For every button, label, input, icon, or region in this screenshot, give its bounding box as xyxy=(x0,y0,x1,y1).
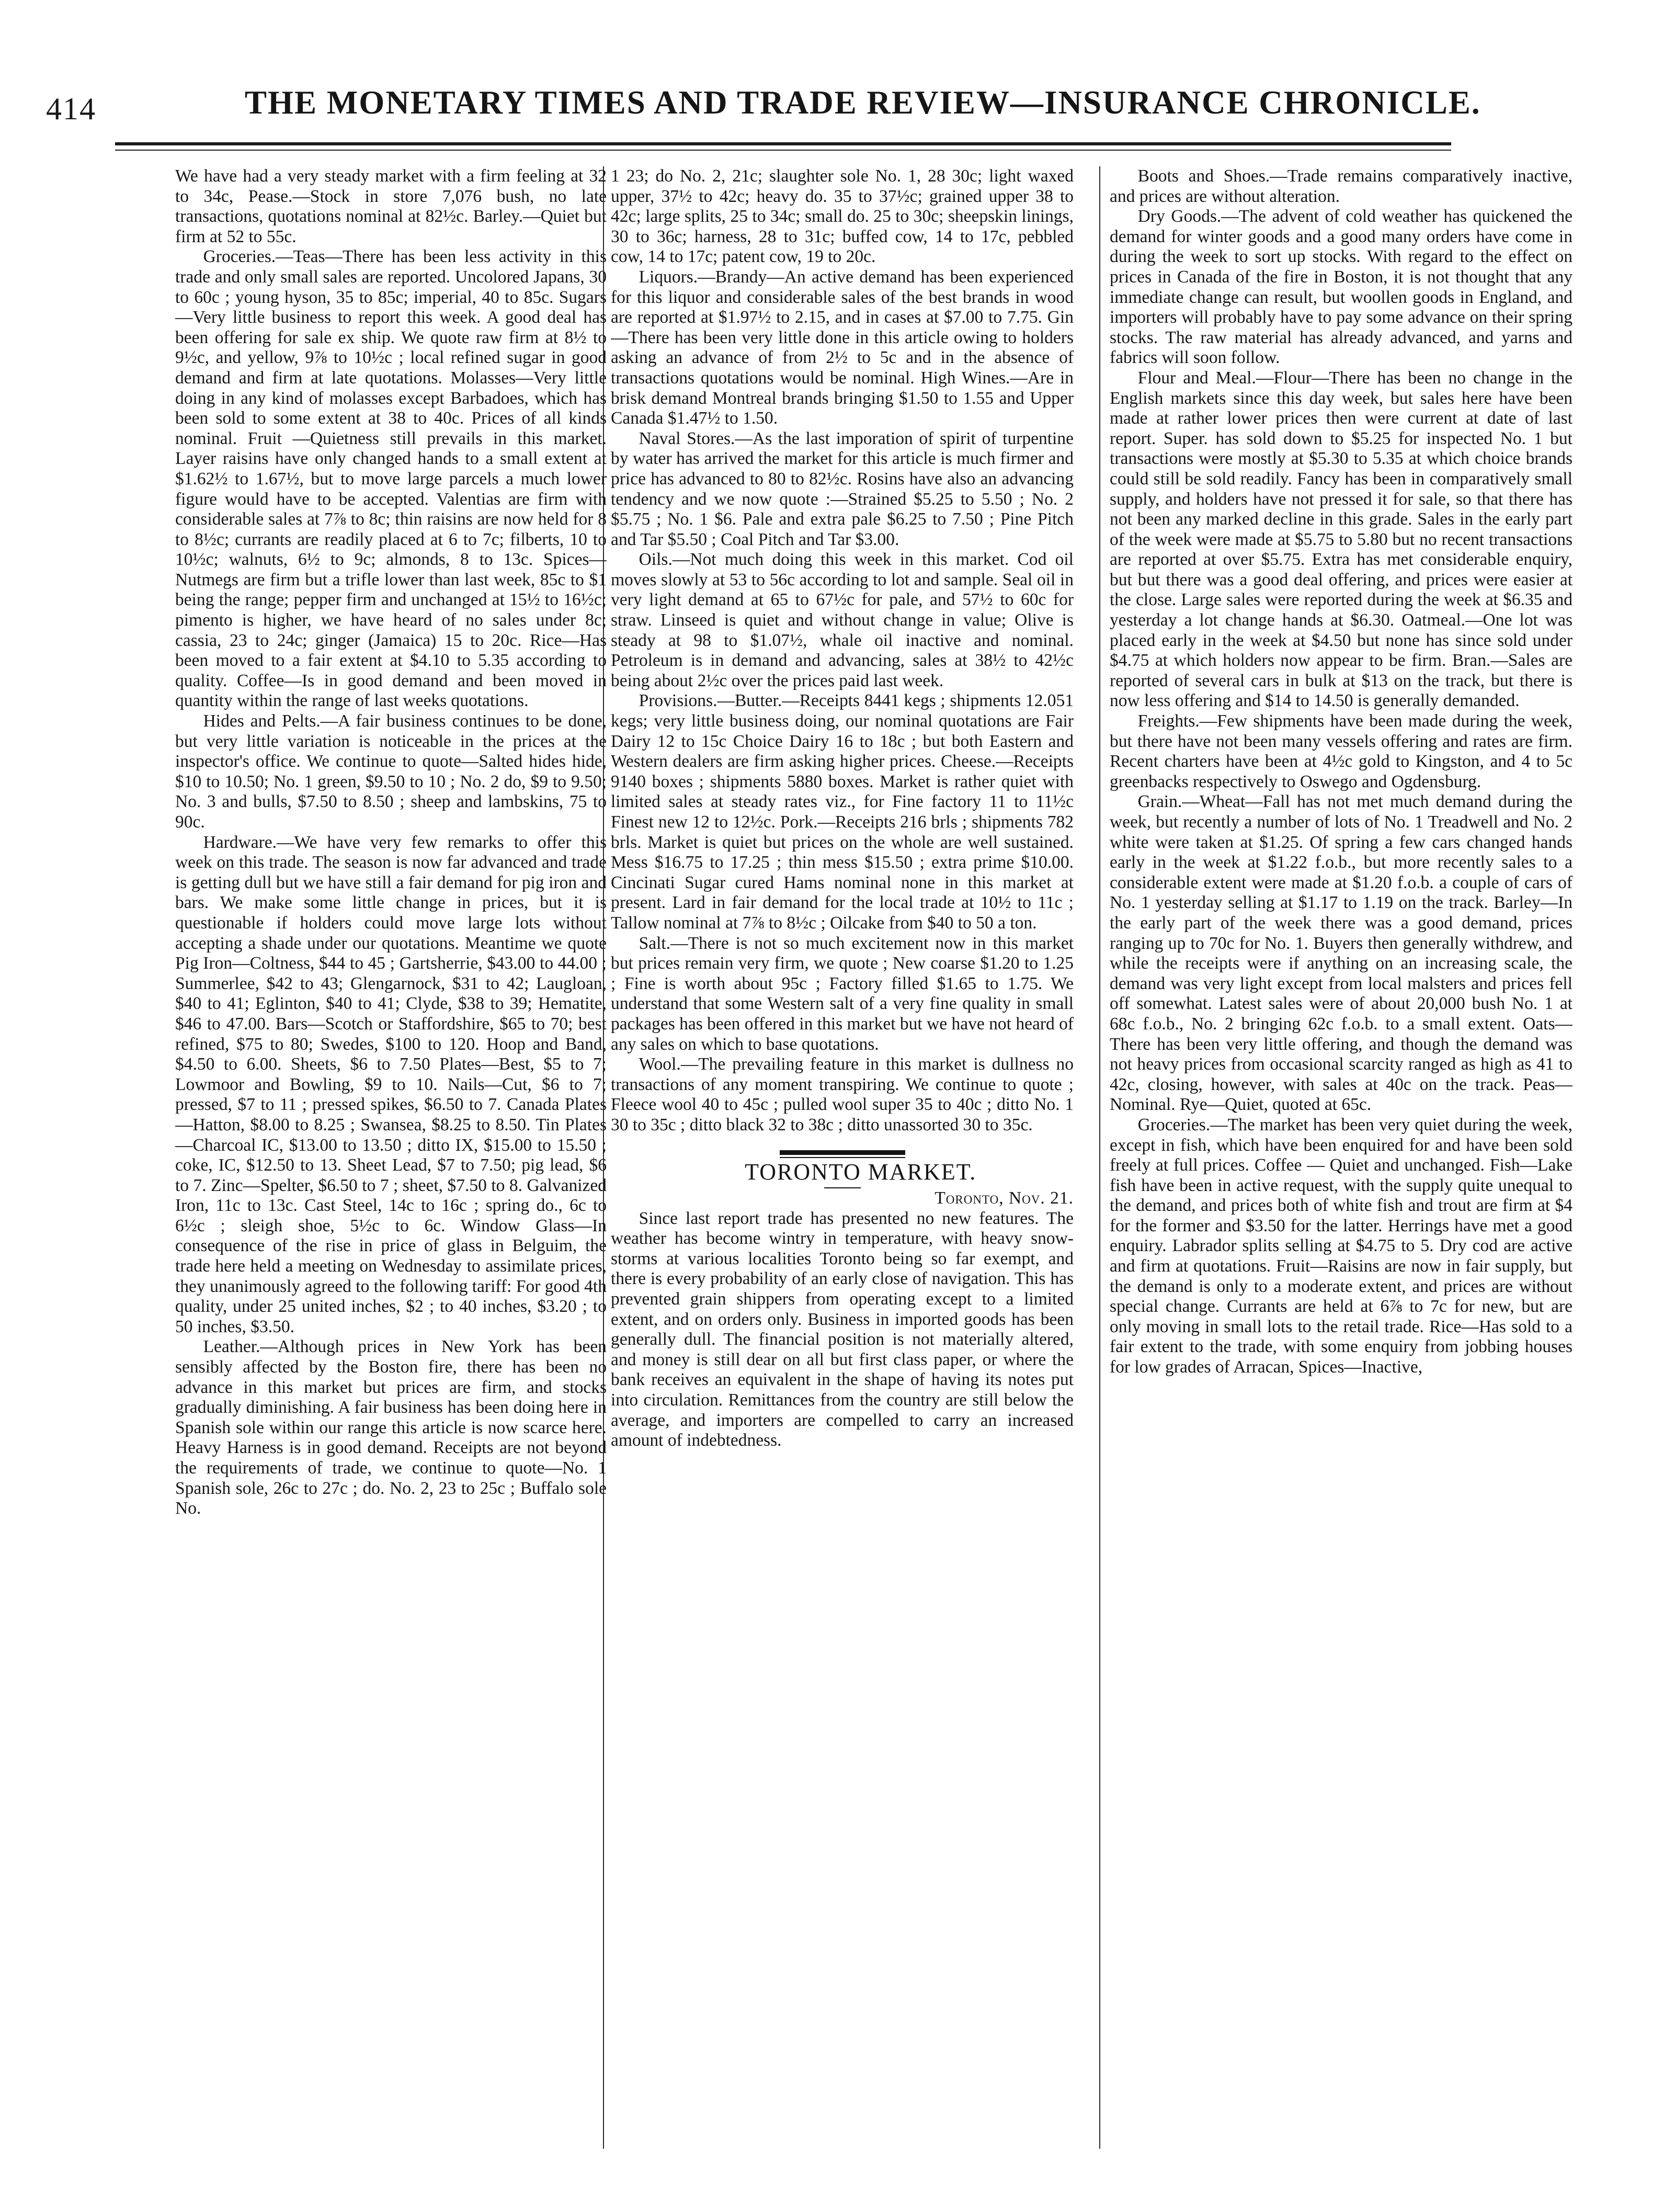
page-number: 414 xyxy=(46,92,96,126)
paragraph-toronto-intro: Since last report trade has presented no new features. The weather has become wintry in temperature, with heavy snow-storms at various localities Toronto being so far exempt, and there is every probability of an early close of navigation. This has prevented grain shippers from operating except to a limited extent, and on orders only. Business in imported goods has been generally dull. The financial position is not materially altered, and money is still dear on all but first class paper, or where the bank receives an equivalent in the shape of having its notes put into circulation. Remittances from the country are still below the average, and importers are compelled to carry an increased amount of indebtedness. xyxy=(611,1208,1074,1450)
paragraph-hardware: Hardware.—We have very few remarks to offer this week on this trade. The season is now far advanced and trade is getting dull but we have still a fair demand for pig iron and bars. We make some little change in prices, but it is questionable if holders could move large lots without accepting a shade under our quotations. Meantime we quote Pig Iron—Coltness, $44 to 45 ; Gartsherrie, $43.00 to 44.00 ; Summerlee, $42 to 43; Glengarnock, $31 to 42; Laugloan, $40 to 41; Eglinton, $40 to 41; Clyde, $38 to 39; Hematite, $46 to 47.00. Bars—Scotch or Staffordshire, $65 to 70; best refined, $75 to 80; Swedes, $100 to 120. Hoop and Band, $4.50 to 6.00. Sheets, $6 to 7.50 Plates—Best, $5 to 7; Lowmoor and Bowling, $9 to 10. Nails—Cut, $6 to 7; pressed, $7 to 11 ; pressed spikes, $6.50 to 7. Canada Plates—Hatton, $8.00 to 8.25 ; Swansea, $8.25 to 8.50. Tin Plates—Charcoal IC, $13.00 to 13.50 ; ditto IX, $15.00 to 15.50 ; coke, IC, $12.50 to 13. Sheet Lead, $7 to 7.50; pig lead, $6 to 7. Zinc—Spelter, $6.50 to 7 ; sheet, $7.50 to 8. Galvanized Iron, 11c to 13c. Cast Steel, 14c to 16c ; spring do., 6c to 6½c ; sleigh shoe, 5½c to 6c. Window Glass—In consequence of the rise in price of glass in Belguim, the trade here held a meeting on Wednesday to assimilate prices, they unanimously agreed to the following tariff: For good 4th quality, under 25 united inches, $2 ; to 40 inches, $3.20 ; to 50 inches, $3.50. xyxy=(175,832,607,1336)
paragraph-leather-continued: 1 23; do No. 2, 21c; slaughter sole No. 1, 28 30c; light waxed upper, 37½ to 42c; heavy do. 35 to 37½c; grained upper 38 to 42c; large splits, 25 to 34c; small do. 25 to 30c; sheepskin linings, 30 to 36c; harness, 28 to 31c; buffed cow, 14 to 17c, pebbled cow, 14 to 17c; patent cow, 19 to 20c. xyxy=(611,166,1074,267)
paragraph-salt: Salt.—There is not so much excitement now in this market but prices remain very firm, we quote ; New coarse $1.20 to 1.25 ; Fine is worth about 95c ; Factory filled $1.65 to 1.75. We understand that some Western salt of a very fine quality in small packages has been offered in this market but we have not heard of any sales on which to base quotations. xyxy=(611,933,1074,1054)
paragraph-naval-stores: Naval Stores.—As the last imporation of spirit of turpentine by water has arrived the market for this article is much firmer and price has advanced to 80 to 82½c. Rosins have also an advancing tendency and we now quote :—Strained $5.25 to 5.50 ; No. 2 $5.75 ; No. 1 $6. Pale and extra pale $6.25 to 7.50 ; Pine Pitch and Tar $5.50 ; Coal Pitch and Tar $3.00. xyxy=(611,428,1074,549)
paragraph-provisions: Provisions.—Butter.—Receipts 8441 kegs ; shipments 12.051 kegs; very little business doing, our nominal quotations are Fair Dairy 12 to 15c Choice Dairy 16 to 18c ; but both Eastern and Western dealers are firm asking higher prices. Cheese.—Receipts 9140 boxes ; shipments 5880 boxes. Market is rather quiet with limited sales at steady rates viz., for Fine factory 11 to 11½c Finest new 12 to 12½c. Pork.—Receipts 216 brls ; shipments 782 brls. Market is quiet but prices on the whole are well sustained. Mess $16.75 to 17.25 ; thin mess $15.50 ; extra prime $10.00. Cincinati Sugar cured Hams nominal none in this market at present. Lard in fair demand for the local trade at 10½ to 11c ; Tallow nominal at 7⅞ to 8½c ; Oilcake from $40 to 50 a ton. xyxy=(611,691,1074,933)
paragraph-groceries: Groceries.—Teas—There has been less activity in this trade and only small sales are reported. Uncolored Japans, 30 to 60c ; young hyson, 35 to 85c; imperial, 40 to 85c. Sugars —Very little business to report this week. A good deal has been offering for sale ex ship. We quote raw firm at 8½ to 9½c, and yellow, 9⅞ to 10½c ; local refined sugar in good demand and firm at late quotations. Molasses—Very little doing in any kind of molasses except Barbadoes, which has been sold to some extent at 38 to 40c. Prices of all kinds nominal. Fruit —Quietness still prevails in this market. Layer raisins have only changed hands to a small extent at $1.62½ to 1.67½, but to move large parcels a much lower figure would have to be accepted. Valentias are firm with considerable sales at 7⅞ to 8c; thin raisins are now held for 8 to 8½c; currants are readily placed at 6 to 7c; filberts, 10 to 10½c; walnuts, 6½ to 9c; almonds, 8 to 13c. Spices—Nutmegs are firm but a trifle lower than last week, 85c to $1 being the range; pepper firm and unchanged at 15½ to 16½c; pimento is higher, we have heard of no sales under 8c; cassia, 23 to 24c; ginger (Jamaica) 15 to 20c. Rice—Has been moved to a fair extent at $4.10 to 5.35 according to quality. Coffee—Is in good demand and been moved in quantity within the range of last weeks quotations. xyxy=(175,247,607,711)
column-1 xyxy=(175,166,607,2149)
paragraph-hides-and-pelts: Hides and Pelts.—A fair business continues to be done, but very little variation is noticeable in the prices at the inspector's office. We continue to quote—Salted hides hide, $10 to 10.50; No. 1 green, $9.50 to 10 ; No. 2 do, $9 to 9.50; No. 3 and bulls, $7.50 to 8.50 ; sheep and lambskins, 75 to 90c. xyxy=(175,711,607,832)
paragraph-flour-and-meal: Flour and Meal.—Flour—There has been no change in the English markets since this day week, but sales here have been made at rather lower prices then were current at date of last report. Super. has sold down to $5.25 for inspected No. 1 but transactions were mostly at $5.30 to 5.35 at which choice brands could still be sold readily. Fancy has been in comparatively small supply, and holders have not pressed it for sale, so that there has not been any marked decline in this grade. Sales in the early part of the week were made at $5.75 to 5.80 but no recent transactions are reported at over $5.75. Extra has met considerable enquiry, but but there was a good deal offering, and prices were easier at the close. Large sales were reported during the week at $6.35 and yesterday a lot change hands at $6.30. Oatmeal.—One lot was placed early in the week at $4.50 but none has since sold under $4.75 at which holders now appear to be firm. Bran.—Sales are reported of several cars in bulk at $13 on the track, but there is now less offering and $14 to 14.50 is generally demanded. xyxy=(1110,368,1573,711)
section-separator-thick xyxy=(780,1150,905,1155)
paragraph-liquors: Liquors.—Brandy—An active demand has been experienced for this liquor and considerable sales of the best brands in wood are reported at $1.97½ to 2.15, and in cases at $7.00 to 7.75. Gin—There has been very little done in this article owing to holders asking an advance of from 2½ to 5c and in the absence of transactions quotations would be nominal. High Wines.—Are in brisk demand Montreal brands bringing $1.50 to 1.55 and Upper Canada $1.47½ to 1.50. xyxy=(611,267,1074,428)
header-rule-thin xyxy=(115,150,1451,151)
column-divider-2 xyxy=(1099,166,1100,2149)
paragraph-wool: Wool.—The prevailing feature in this market is dullness no transactions of any moment transpiring. We continue to quote ; Fleece wool 40 to 45c ; pulled wool super 35 to 40c ; ditto No. 1 30 to 35c ; ditto black 32 to 38c ; ditto unassorted 30 to 35c. xyxy=(611,1054,1074,1135)
paragraph-grain-continued: We have had a very steady market with a firm feeling at 32 to 34c, Pease.—Stock in store 7,076 bush, no late transactions, quotations nominal at 82½c. Barley.—Quiet but firm at 52 to 55c. xyxy=(175,166,607,246)
dateline: Toronto, Nov. 21. xyxy=(935,1188,1074,1208)
column-3 xyxy=(1110,166,1573,2149)
running-title: THE MONETARY TIMES AND TRADE REVIEW—INSURANCE CHRONICLE. xyxy=(245,84,1481,121)
column-2 xyxy=(611,166,1074,2149)
paragraph-freights: Freights.—Few shipments have been made during the week, but there have not been many vessels offering and rates are firm. Recent charters have been at 4½c gold to Kingston, and 4 to 5c greenbacks respectively to Oswego and Ogdensburg. xyxy=(1110,711,1573,791)
paragraph-dry-goods: Dry Goods.—The advent of cold weather has quickened the demand for winter goods and a good many orders have come in during the week to sort up stocks. With regard to the effect on prices in Canada of the fire in Boston, it is not thought that any immediate change can result, but woollen goods in England, and importers will probably have to pay some advance on their spring stocks. The raw material has already advanced, and yarns and fabrics will soon follow. xyxy=(1110,207,1573,368)
section-heading-toronto-market: TORONTO MARKET. xyxy=(745,1159,977,1185)
paragraph-boots-and-shoes: Boots and Shoes.—Trade remains comparatively inactive, and prices are without alteration. xyxy=(1110,166,1573,206)
section-separator-thin xyxy=(780,1157,905,1158)
paragraph-oils: Oils.—Not much doing this week in this market. Cod oil moves slowly at 53 to 56c according to lot and sample. Seal oil in very light demand at 65 to 67½c for pale, and 57½ to 60c for straw. Linseed is quiet and without change in value; Olive is steady at 98 to $1.07½, whale oil inactive and nominal. Petroleum is in demand and advancing, sales at 38½ to 42½c being about 2½c over the prices paid last week. xyxy=(611,550,1074,690)
header-rule xyxy=(115,142,1451,145)
paragraph-groceries-toronto: Groceries.—The market has been very quiet during the week, except in fish, which have been enquired for and have been sold freely at full prices. Coffee — Quiet and unchanged. Fish—Lake fish have been in active request, with the supply quite unequal to the demand, and prices both of white fish and trout are firm at $4 for the former and $3.50 for the latter. Herrings have met a good enquiry. Labrador splits selling at $4.75 to 5. Dry cod are active and firm at quotations. Fruit—Raisins are now in fair supply, but the demand is only to a moderate extent, and prices are without special change. Currants are held at 6⅞ to 7c for new, but are only moving in small lots to the retail trade. Rice—Has sold to a fair extent to the trade, with some enquiry from jobbing houses for low grades of Arracan, Spices—Inactive, xyxy=(1110,1115,1573,1377)
paragraph-leather: Leather.—Although prices in New York has been sensibly affected by the Boston fire, there has been no advance in this market but prices are firm, and stocks gradually diminishing. A fair business has been doing here in Spanish sole within our range this article is now scarce here. Heavy Harness is in good demand. Receipts are not beyond the requirements of trade, we continue to quote—No. 1 Spanish sole, 26c to 27c ; do. No. 2, 23 to 25c ; Buffalo sole No. xyxy=(175,1337,607,1518)
paragraph-grain: Grain.—Wheat—Fall has not met much demand during the week, but recently a number of lots of No. 1 Treadwell and No. 2 white were taken at $1.25. Of spring a few cars changed hands early in the week at $1.22 f.o.b., but more recently sales to a considerable extent were made at $1.20 f.o.b. a couple of cars of No. 1 yesterday selling at $1.17 to 1.19 on the track. Barley—In the early part of the week there was a good demand, prices ranging up to 70c for No. 1. Buyers then generally withdrew, and while the receipts were if anything on an increasing scale, the demand was very light except from local malsters and prices fell off somewhat. Latest sales were of about 20,000 bush No. 1 at 68c f.o.b., No. 2 bringing 62c f.o.b. to a small extent. Oats—There has been very little offering, and though the demand was not heavy prices from occasional scarcity ranged as high as 41 to 42c, closing, however, with sales at 40c on the track. Peas—Nominal. Rye—Quiet, quoted at 65c. xyxy=(1110,792,1573,1115)
page-header xyxy=(46,78,1482,141)
